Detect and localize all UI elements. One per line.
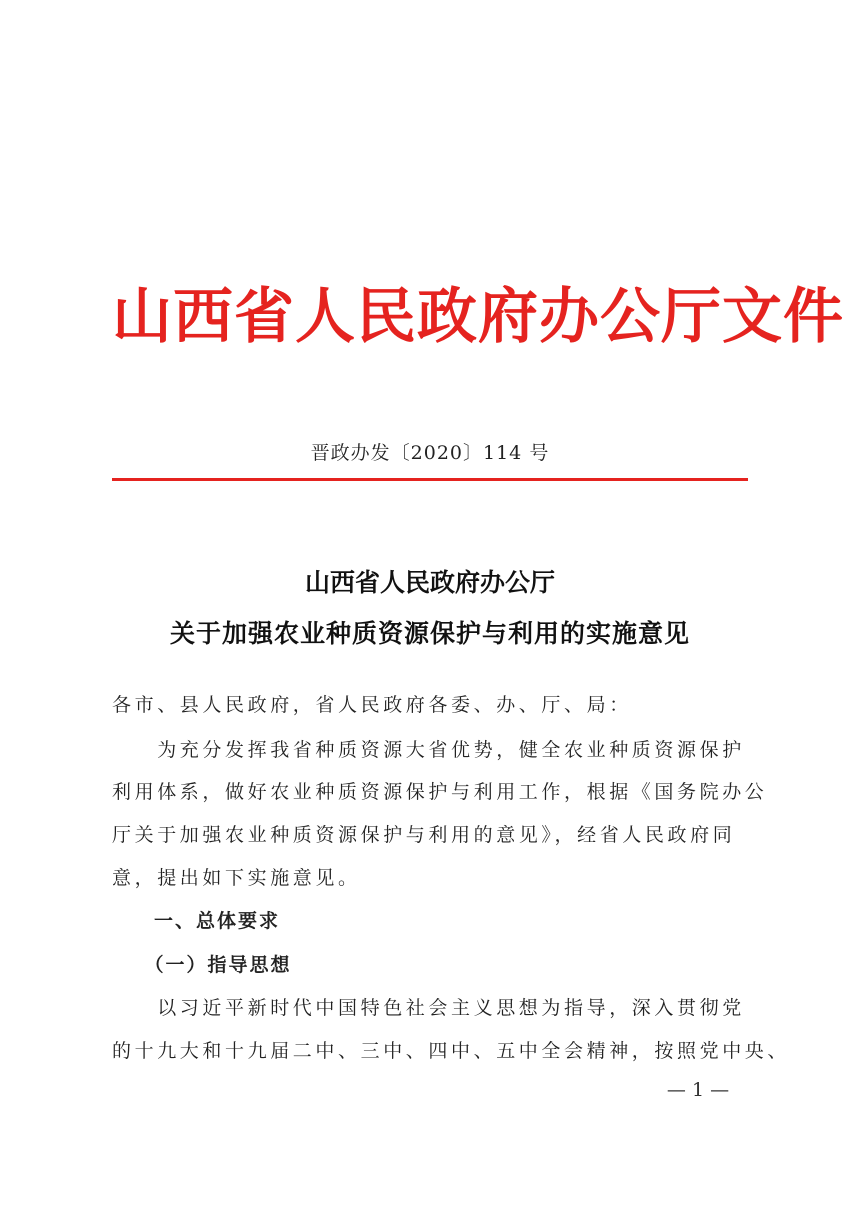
body-line: 利用体系，做好农业种质资源保护与利用工作，根据《国务院办公 [112, 781, 768, 803]
body-line: 的十九大和十九届二中、三中、四中、五中全会精神，按照党中央、 [112, 1040, 791, 1062]
masthead-title: 山西省人民政府办公厅文件 [112, 282, 844, 352]
body-line: 为充分发挥我省种质资源大省优势，健全农业种质资源保护 [112, 739, 745, 761]
red-divider-line [112, 478, 748, 481]
document-number: 晋政办发〔2020〕114 号 [310, 442, 550, 464]
body-line: 意，提出如下实施意见。 [112, 867, 361, 889]
section-heading: 一、总体要求 [112, 910, 281, 932]
salutation: 各市、县人民政府，省人民政府各委、办、厅、局： [112, 694, 632, 716]
page-number: — 1 — [666, 1079, 730, 1101]
document-title-line-2: 关于加强农业种质资源保护与利用的实施意见 [169, 619, 690, 648]
body-line: 厅关于加强农业种质资源保护与利用的意见》，经省人民政府同 [112, 824, 736, 846]
document-title-line-1: 山西省人民政府办公厅 [304, 568, 555, 597]
body-line: 以习近平新时代中国特色社会主义思想为指导，深入贯彻党 [112, 997, 745, 1019]
subsection-heading: （一）指导思想 [112, 954, 292, 976]
